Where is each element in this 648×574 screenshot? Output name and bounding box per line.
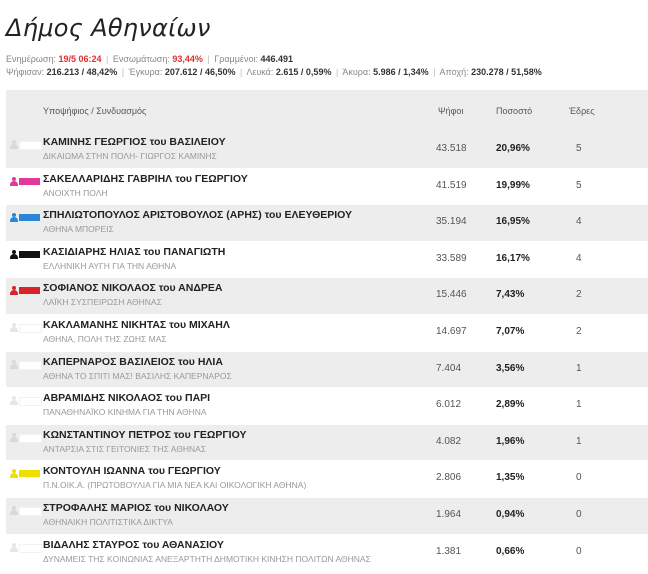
party-color-swatch [19, 544, 42, 553]
votes-value: 43.518 [436, 143, 467, 154]
party-color-swatch [19, 214, 40, 221]
table-row[interactable] [6, 425, 648, 462]
abstention-value: 230.278 / 51,58% [471, 67, 542, 77]
votes-value: 14.697 [436, 325, 467, 337]
table-row[interactable] [6, 498, 648, 535]
blank-value: 2.615 / 0,59% [275, 67, 332, 77]
header-votes: Ψήφοι [438, 106, 464, 116]
party-color-marker [10, 140, 40, 149]
person-icon [10, 213, 18, 222]
party-color-swatch [19, 251, 40, 258]
votes-value: 7.404 [436, 362, 462, 374]
percent-value: 1,96% [496, 435, 525, 447]
party-color-swatch [19, 397, 42, 406]
table-row[interactable] [6, 352, 648, 389]
seats-value: 5 [576, 143, 582, 154]
seats-value: 1 [576, 399, 582, 411]
party-color-swatch [19, 287, 40, 294]
person-icon [10, 396, 18, 405]
party-color-marker [10, 213, 40, 222]
person-icon [10, 543, 18, 552]
separator: | [433, 67, 436, 77]
votes-value: 1.381 [436, 545, 462, 557]
votes-value: 1.964 [436, 508, 462, 520]
candidate-name: ΚΑΠΕΡΝΑΡΟΣ ΒΑΣΙΛΕΙΟΣ του ΗΛΙΑ [43, 355, 223, 368]
percent-value: 0,66% [496, 545, 525, 557]
candidate-name: ΣΟΦΙΑΝΟΣ ΝΙΚΟΛΑΟΣ του ΑΝΔΡΕΑ [43, 282, 223, 295]
seats-value: 4 [576, 216, 582, 228]
party-name: ΑΝΟΙΧΤΗ ΠΟΛΗ [43, 187, 108, 198]
voted-label: Ψήφισαν: [6, 67, 45, 77]
party-name: ΔΥΝΑΜΕΙΣ ΤΗΣ ΚΟΙΝΩΝΙΑΣ ΑΝΕΞΑΡΤΗΤΗ ΔΗΜΟΤΙΚΗ ΚΙΝΗΣΗ ΠΟΛΙΤΩΝ ΑΘΗΝΑΣ [43, 553, 371, 564]
blank-label: Λευκά: [246, 67, 274, 77]
person-icon [10, 286, 18, 295]
party-color-swatch [19, 178, 40, 185]
table-row[interactable] [6, 169, 648, 206]
candidate-name: ΣΑΚΕΛΛΑΡΙΔΗΣ ΓΑΒΡΙΗΛ του ΓΕΩΡΓΙΟΥ [43, 172, 248, 185]
votes-value: 4.082 [436, 435, 462, 447]
candidate-name: ΚΑΣΙΔΙΑΡΗΣ ΗΛΙΑΣ του ΠΑΝΑΓΙΩΤΗ [43, 245, 226, 258]
abstention-label: Αποχή: [439, 67, 469, 77]
percent-value: 7,43% [496, 289, 525, 301]
table-row[interactable] [6, 461, 648, 498]
percent-value: 0,94% [496, 508, 525, 520]
party-name: ΠΑΝΑΘΗΝΑΪΚΟ ΚΙΝΗΜΑ ΓΙΑ ΤΗΝ ΑΘΗΝΑ [43, 407, 207, 418]
party-color-marker [10, 543, 40, 552]
seats-value: 1 [576, 362, 582, 374]
party-color-marker [10, 177, 40, 186]
invalid-label: Άκυρα: [342, 67, 371, 77]
party-color-marker [10, 469, 40, 478]
table-row[interactable] [6, 535, 648, 572]
meta-line-2 [6, 67, 542, 77]
percent-value: 1,35% [496, 472, 525, 484]
registered-label: Γραμμένοι: [214, 54, 258, 64]
party-color-swatch [19, 507, 42, 516]
valid-label: Έγκυρα: [128, 67, 163, 77]
table-header [6, 90, 648, 132]
table-row[interactable] [6, 205, 648, 242]
separator: | [207, 54, 210, 64]
separator: | [106, 54, 109, 64]
table-row[interactable] [6, 388, 648, 425]
votes-value: 33.589 [436, 252, 467, 264]
candidate-name: ΚΑΜΙΝΗΣ ΓΕΩΡΓΙΟΣ του ΒΑΣΙΛΕΙΟΥ [43, 136, 226, 148]
percent-value: 19,99% [496, 179, 530, 191]
table-row[interactable] [6, 315, 648, 352]
separator: | [335, 67, 339, 77]
percent-value: 20,96% [496, 143, 530, 154]
seats-value: 5 [576, 179, 582, 191]
votes-value: 6.012 [436, 399, 462, 411]
registered-value: 446.491 [260, 54, 294, 64]
candidate-name: ΑΒΡΑΜΙΔΗΣ ΝΙΚΟΛΑΟΣ του ΠΑΡΙ [43, 392, 211, 405]
seats-value: 4 [576, 252, 582, 264]
percent-value: 16,95% [496, 216, 530, 228]
valid-value: 207.612 / 46,50% [164, 67, 236, 77]
party-name: ΑΘΗΝΑ ΜΠΟΡΕΙΣ [43, 224, 114, 235]
votes-value: 35.194 [436, 216, 467, 228]
person-icon [10, 177, 18, 186]
results-table [6, 90, 648, 571]
party-color-marker [10, 323, 40, 332]
party-color-marker [10, 433, 40, 442]
voted-value: 216.213 / 48,42% [46, 67, 118, 77]
table-row[interactable] [6, 278, 648, 315]
party-color-swatch [19, 470, 40, 477]
separator: | [239, 67, 243, 77]
header-candidate: Υποψήφιος / Συνδυασμός [43, 106, 147, 116]
party-color-marker [10, 396, 40, 405]
party-color-marker [10, 286, 40, 295]
party-color-marker [10, 250, 40, 259]
separator: | [121, 67, 125, 77]
person-icon [10, 140, 18, 149]
header-seats: Έδρες [569, 106, 595, 116]
votes-value: 2.806 [436, 472, 462, 484]
party-name: Π.Ν.ΟΙΚ.Α. (ΠΡΩΤΟΒΟΥΛΙΑ ΓΙΑ ΜΙΑ ΝΕΑ ΚΑΙ ΟΙΚΟΛΟΓΙΚΗ ΑΘΗΝΑ) [43, 480, 307, 491]
table-row[interactable] [6, 242, 648, 279]
party-color-swatch [19, 324, 42, 333]
votes-value: 41.519 [436, 179, 467, 191]
party-color-swatch [19, 434, 42, 443]
page-title: Δήμος Αθηναίων [6, 14, 211, 42]
seats-value: 0 [576, 545, 582, 557]
party-name: ΕΛΛΗΝΙΚΗ ΑΥΓΗ ΓΙΑ ΤΗΝ ΑΘΗΝΑ [43, 260, 177, 271]
person-icon [10, 360, 18, 369]
party-name: ΛΑΪΚΗ ΣΥΣΠΕΙΡΩΣΗ ΑΘΗΝΑΣ [43, 297, 162, 308]
seats-value: 0 [576, 472, 582, 484]
percent-value: 7,07% [496, 325, 525, 337]
percent-value: 16,17% [496, 252, 530, 264]
person-icon [10, 506, 18, 515]
seats-value: 2 [576, 289, 582, 301]
percent-value: 3,56% [496, 362, 525, 374]
party-color-swatch [19, 141, 42, 150]
updated-label: Ενημέρωση: [6, 54, 56, 64]
party-color-marker [10, 506, 40, 515]
candidate-name: ΚΑΚΛΑΜΑΝΗΣ ΝΙΚΗΤΑΣ του ΜΙΧΑΗΛ [43, 318, 230, 331]
party-name: ΑΘΗΝΑΙΚΗ ΠΟΛΙΤΙΣΤΙΚΑ ΔΙΚΤΥΑ [43, 516, 173, 527]
party-color-marker [10, 360, 40, 369]
meta-line-1 [6, 54, 293, 64]
table-row[interactable] [6, 132, 648, 169]
candidate-name: ΚΟΝΤΟΥΛΗ ΙΩΑΝΝΑ του ΓΕΩΡΓΙΟΥ [43, 465, 221, 478]
counted-label: Ενσωμάτωση: [112, 54, 170, 64]
invalid-value: 5.986 / 1,34% [373, 67, 429, 77]
person-icon [10, 323, 18, 332]
seats-value: 0 [576, 508, 582, 520]
seats-value: 1 [576, 435, 582, 447]
seats-value: 2 [576, 325, 582, 337]
person-icon [10, 433, 18, 442]
percent-value: 2,89% [496, 399, 525, 411]
table-body [6, 132, 648, 571]
candidate-name: ΣΠΗΛΙΩΤΟΠΟΥΛΟΣ ΑΡΙΣΤΟΒΟΥΛΟΣ (ΑΡΗΣ) του ΕΛΕΥΘΕΡΙΟΥ [43, 209, 353, 222]
header-percent: Ποσοστό [496, 106, 533, 116]
person-icon [10, 469, 18, 478]
party-name: ΑΝΤΑΡΣΙΑ ΣΤΙΣ ΓΕΙΤΟΝΙΕΣ ΤΗΣ ΑΘΗΝΑΣ [43, 443, 207, 454]
party-color-swatch [19, 361, 42, 370]
party-name: ΑΘΗΝΑ, ΠΟΛΗ ΤΗΣ ΖΩΗΣ ΜΑΣ [43, 333, 167, 344]
votes-value: 15.446 [436, 289, 467, 301]
party-name: ΑΘΗΝΑ ΤΟ ΣΠΙΤΙ ΜΑΣ! ΒΑΣΙΛΗΣ ΚΑΠΕΡΝΑΡΟΣ [43, 370, 232, 381]
updated-value: 19/5 06:24 [58, 54, 102, 64]
candidate-name: ΣΤΡΟΦΑΛΗΣ ΜΑΡΙΟΣ του ΝΙΚΟΛΑΟΥ [43, 501, 229, 514]
counted-value: 93,44% [172, 54, 203, 64]
candidate-name: ΒΙΔΑΛΗΣ ΣΤΑΥΡΟΣ του ΑΘΑΝΑΣΙΟΥ [43, 538, 224, 551]
candidate-name: ΚΩΝΣΤΑΝΤΙΝΟΥ ΠΕΤΡΟΣ του ΓΕΩΡΓΙΟΥ [43, 428, 247, 441]
party-name: ΔΙΚΑΙΩΜΑ ΣΤΗΝ ΠΟΛΗ- ΓΙΩΡΓΟΣ ΚΑΜΙΝΗΣ [43, 151, 217, 161]
person-icon [10, 250, 18, 259]
